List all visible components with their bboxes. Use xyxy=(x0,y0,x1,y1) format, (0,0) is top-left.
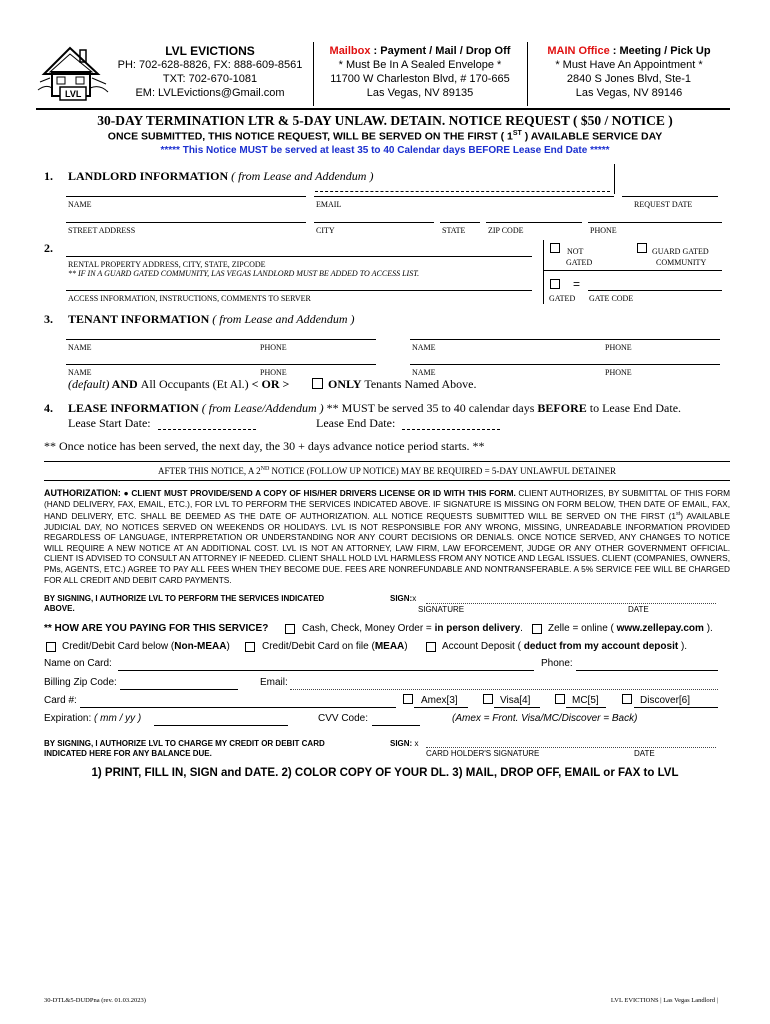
only-tenants-text xyxy=(328,377,477,392)
authorization-body-2: ) AVAILABLE JUDICIAL DAY, NO NOTICES SERVED ON WEEKENDS OR HOLIDAYS. LVL IS NOT RESPONSIBLE FOR ANY WRONG, MISSING, UNREADABLE INFORMATION PROVIDED REGARDLESS OF LANGUAGE, INTERPRETATION OR UNDERSTANDING NOR ANY COURT DECISIONS OR DENIALS. ONCE NOTICE SERVED, ANY CHANGES TO NOTICE WILL REQUIRE A NEW NOTICE AT AN ADDITIONAL COST. LVL IS NOT AN ATTORNEY, LAW FIRM, LAW EFORCEMENT, JUDGE OR ANY OTHER GOVERNMENT OFFICIAL. CLIENT IS ADVISED TO CONSULT AN ATTORNEY IF NEEDED. CLIENT SHALL HOLD LVL HARMLESS FROM ANY NOTICE AND LEGAL ISSUES. CLIENT (COMPANIES, OWNERS, PMs, AGENTS, ETC.) AGREE TO PAY ALL FEES WHEN THEY BECOME DUE. FEES ARE NONREFUNDABLE AND NONTRANSFERABLE. A 5% SERVICE FEE WILL BE CHARGED FOR ALL CREDIT AND DEBIT CARD PAYMENTS. xyxy=(44,510,730,585)
mailbox-info xyxy=(314,44,526,100)
footer-left: 30-DTL&5-DUDPna (rev. 01.03.2023) xyxy=(44,997,146,1004)
lease-end-label: Lease End Date: xyxy=(316,416,396,430)
mc-checkbox[interactable] xyxy=(555,694,565,704)
main-office-info xyxy=(528,44,730,100)
cc-below-bold: Non-MEAA xyxy=(174,641,227,652)
amex-rule xyxy=(414,707,468,708)
section3-heading xyxy=(44,312,355,327)
main-office-addr1: 2840 S Jones Blvd, Ste-1 xyxy=(566,73,692,85)
lease-end-field[interactable] xyxy=(402,429,500,430)
subtitle-sup: ST xyxy=(512,130,522,137)
authorization-bold: CLIENT MUST PROVIDE/SEND A COPY OF HIS/HER DRIVERS LICENSE OR ID WITH THIS FORM. xyxy=(128,488,516,498)
cc-file-post: ) xyxy=(404,641,408,652)
label-access-info: ACCESS INFORMATION, INSTRUCTIONS, COMMENTS TO SERVER xyxy=(68,294,311,303)
form-subtitle xyxy=(20,130,750,143)
amex-checkbox[interactable] xyxy=(403,694,413,704)
occupants-line xyxy=(68,377,289,392)
cc-file-pre: Credit/Debit Card on file ( xyxy=(262,641,375,652)
cc-file-bold: MEAA xyxy=(374,641,405,652)
main-office-title: MAIN Office xyxy=(547,45,610,57)
name-on-card-field[interactable] xyxy=(118,670,534,671)
card-number-label: Card #: xyxy=(44,695,77,706)
account-deposit-option xyxy=(442,641,687,652)
guard-gated-label-2: COMMUNITY xyxy=(656,258,707,267)
lease-start-label: Lease Start Date: xyxy=(68,416,151,430)
billing-zip-label: Billing Zip Code: xyxy=(44,677,117,688)
sign1-signature-field[interactable] xyxy=(426,603,716,604)
label-gate-code: GATE CODE xyxy=(589,294,634,303)
expiration-field[interactable] xyxy=(154,725,288,726)
landlord-phone-field[interactable] xyxy=(588,222,722,223)
sign2-date-label: DATE xyxy=(634,749,655,758)
form-title: 30-DAY TERMINATION LTR & 5-DAY UNLAW. DETAIN. NOTICE REQUEST ( $50 / NOTICE ) xyxy=(97,113,673,128)
zelle-post: ). xyxy=(703,623,713,634)
sign1-date-label: DATE xyxy=(628,605,649,614)
sign1-sign-label xyxy=(390,594,416,603)
must-post: to Lease End Date. xyxy=(586,401,682,415)
sign2-sign: SIGN: xyxy=(390,739,413,748)
label-tenant1-name: NAME xyxy=(68,343,92,352)
authorization-sup: st xyxy=(675,511,681,518)
sign1-x: x xyxy=(412,594,417,603)
cc-below-post: ) xyxy=(226,641,230,652)
only-rest-text: Tenants Named Above. xyxy=(361,377,477,391)
or-text: < OR > xyxy=(248,377,290,391)
cvv-label: CVV Code: xyxy=(318,713,369,724)
payment-question: ** HOW ARE YOU PAYING FOR THIS SERVICE? xyxy=(44,623,269,634)
cc-file-option xyxy=(262,641,408,652)
cc-below-option xyxy=(62,641,230,652)
zelle-checkbox[interactable] xyxy=(532,624,542,634)
discover-rule xyxy=(634,707,718,708)
label-rental-address: RENTAL PROPERTY ADDRESS, CITY, STATE, ZIPCODE xyxy=(68,260,266,269)
authorization-title: AUTHORIZATION: xyxy=(44,488,121,498)
gate-code-field[interactable] xyxy=(588,290,722,291)
logo-text: LVL xyxy=(65,89,82,99)
sign1-text xyxy=(44,594,324,614)
section4-number: 4. xyxy=(44,401,53,415)
landlord-city-field[interactable] xyxy=(314,222,434,223)
section2-divider xyxy=(543,240,544,304)
account-deposit-checkbox[interactable] xyxy=(426,642,436,652)
mailbox-addr1: 11700 W Charleston Blvd, # 170-665 xyxy=(330,73,510,85)
after-notice-sup: ND xyxy=(260,466,270,472)
cc-below-pre: Credit/Debit Card below ( xyxy=(62,641,175,652)
subtitle-pre: ONCE SUBMITTED, THIS NOTICE REQUEST, WILL BE SERVED ON THE FIRST ( 1 xyxy=(107,130,513,143)
visa-checkbox[interactable] xyxy=(483,694,493,704)
cvv-note: (Amex = Front. Visa/MC/Discover = Back) xyxy=(452,713,638,724)
subtitle-post: ) AVAILABLE SERVICE DAY xyxy=(521,130,663,143)
sign1-signature-label: SIGNATURE xyxy=(418,605,465,614)
expiration-label xyxy=(44,713,141,724)
after-notice-pre: AFTER THIS NOTICE, A 2 xyxy=(158,466,261,476)
label-street: STREET ADDRESS xyxy=(68,226,136,235)
request-date-field[interactable] xyxy=(622,196,718,197)
section1-title-note: ( from Lease and Addendum ) xyxy=(228,169,374,183)
authorization-body-1: CLIENT AUTHORIZES, BY SUBMITTAL OF THIS FORM (HAND DELIVERY, FAX, EMAIL, ETC.), FOR LVL TO PERFORM THE SERVICES INDICATED ABOVE. IF SIGNATURE IS MISSING ON FORM BELOW, THEN DATE OF EMAIL, FAX, HAND DELIVERY, ETC. SHALL BE DEEMED AS THE DATE OF AUTHORIZATION. ALL NOTICE REQUESTS SUBMITTED WILL BE SERVED ON THE FIRST (1 xyxy=(44,488,731,521)
authorization-block xyxy=(44,488,730,585)
company-email: EM: LVLEvictions@Gmail.com xyxy=(135,87,285,99)
after-notice-bottom-rule xyxy=(44,480,730,481)
name-on-card-label: Name on Card: xyxy=(44,658,112,669)
sign2-signature-label: CARD HOLDER'S SIGNATURE xyxy=(426,749,540,758)
label-city: CITY xyxy=(316,226,335,235)
mailbox-title-rest: : Payment / Mail / Drop Off xyxy=(370,45,511,57)
cash-option xyxy=(302,623,523,634)
label-state: STATE xyxy=(442,226,466,235)
expiration-pre: Expiration: xyxy=(44,713,95,724)
must-bold: BEFORE xyxy=(537,401,587,415)
label-phone: PHONE xyxy=(590,226,617,235)
acct-bold: deduct from my account deposit xyxy=(523,641,679,652)
not-gated-checkbox[interactable] xyxy=(550,243,560,253)
footer-right: LVL EVICTIONS | Las Vegas Landlord | xyxy=(610,997,718,1004)
not-gated-label-1: NOT xyxy=(567,247,584,256)
main-office-note: * Must Have An Appointment * xyxy=(555,59,703,71)
section2-right-rule xyxy=(544,270,722,271)
label-zip: ZIP CODE xyxy=(488,226,524,235)
visa-rule xyxy=(494,707,540,708)
sign2-x: x xyxy=(414,739,419,748)
landlord-name-field[interactable] xyxy=(66,196,306,197)
instructions: 1) PRINT, FILL IN, SIGN and DATE. 2) COLOR COPY OF YOUR DL. 3) MAIL, DROP OFF, EMAIL or FAX to LVL xyxy=(91,767,679,779)
cash-post: . xyxy=(520,623,523,634)
label-request-date: REQUEST DATE xyxy=(634,200,693,209)
company-text: TXT: 702-670-1081 xyxy=(162,73,258,85)
label-tenant2-name: NAME xyxy=(412,343,436,352)
default-text: (default) xyxy=(68,377,110,391)
acct-post: ). xyxy=(678,641,688,652)
label-email: EMAIL xyxy=(316,200,342,209)
card-email-field[interactable] xyxy=(290,689,718,690)
card-email-label: Email: xyxy=(260,677,288,688)
cc-below-checkbox[interactable] xyxy=(46,642,56,652)
main-office-addr2: Las Vegas, NV 89146 xyxy=(575,87,683,99)
sign1-text-1: BY SIGNING, I AUTHORIZE LVL TO PERFORM THE SERVICES INDICATED xyxy=(44,594,325,603)
warning-text: ***** This Notice MUST be served at least 35 to 40 Calendar days BEFORE Lease End Date ***** xyxy=(160,145,610,156)
tenant4-name-field[interactable] xyxy=(410,364,720,365)
cash-bold: in person delivery xyxy=(434,623,521,634)
only-tenants-checkbox[interactable] xyxy=(312,378,323,389)
after-notice-top-rule xyxy=(44,461,730,462)
only-text: ONLY xyxy=(328,377,362,391)
label-tenant4-name: NAME xyxy=(412,368,436,377)
landlord-zip-field[interactable] xyxy=(486,222,582,223)
mailbox-addr2: Las Vegas, NV 89135 xyxy=(366,87,474,99)
tenant2-name-field[interactable] xyxy=(410,339,720,340)
section4-title-note: ( from Lease/Addendum ) xyxy=(198,401,324,415)
section1-divider xyxy=(614,164,615,194)
tenant1-name-field[interactable] xyxy=(66,339,376,340)
logo xyxy=(36,40,112,106)
company-info xyxy=(110,44,310,100)
guard-gated-checkbox[interactable] xyxy=(637,243,647,253)
section4-heading xyxy=(44,401,681,416)
zelle-pre: Zelle = online ( xyxy=(548,623,617,634)
sign1-text-2: ABOVE. xyxy=(44,604,75,613)
zelle-option xyxy=(548,623,713,634)
section3-title: TENANT INFORMATION xyxy=(68,312,210,326)
sign1-sign: SIGN: xyxy=(390,594,413,603)
label-tenant3-name: NAME xyxy=(68,368,92,377)
after-notice-text xyxy=(44,466,730,476)
main-office-title-rest: : Meeting / Pick Up xyxy=(609,45,711,57)
card-number-field[interactable] xyxy=(80,707,396,708)
all-occupants-text: All Occupants (Et Al.) xyxy=(140,377,249,391)
authorization-bullet: ● xyxy=(123,488,129,498)
label-tenant2-phone: PHONE xyxy=(605,343,632,352)
sign2-text xyxy=(44,739,325,759)
label-gated: GATED xyxy=(549,294,576,303)
label-tenant4-phone: PHONE xyxy=(605,368,632,377)
zelle-bold: www.zellepay.com xyxy=(616,623,704,634)
landlord-state-field[interactable] xyxy=(440,222,480,223)
label-tenant3-phone: PHONE xyxy=(260,368,287,377)
section1-heading xyxy=(44,169,373,184)
guard-gated-note: ** IF IN A GUARD GATED COMMUNITY, LAS VEGAS LANDLORD MUST BE ADDED TO ACCESS LIST. xyxy=(68,269,420,278)
gated-checkbox[interactable] xyxy=(550,279,560,289)
sign2-text-2: INDICATED HERE FOR ANY BALANCE DUE. xyxy=(44,749,212,758)
amex-label: Amex[3] xyxy=(421,695,458,706)
lease-note: ** Once notice has been served, the next day, the 30 + days advance notice period starts. ** xyxy=(44,439,485,453)
mc-rule xyxy=(566,707,606,708)
card-phone-label: Phone: xyxy=(541,658,573,669)
tenant3-name-field[interactable] xyxy=(66,364,376,365)
discover-label: Discover[6] xyxy=(640,695,691,706)
after-notice-post: NOTICE (FOLLOW UP NOTICE) MAY BE REQUIRED = 5-DAY UNLAWFUL DETAINER xyxy=(269,466,616,476)
discover-checkbox[interactable] xyxy=(622,694,632,704)
mailbox-note: * Must Be In A Sealed Envelope * xyxy=(338,59,502,71)
acct-pre: Account Deposit ( xyxy=(442,641,524,652)
header-rule xyxy=(36,108,730,110)
section1-title: LANDLORD INFORMATION xyxy=(68,169,229,183)
cash-pre: Cash, Check, Money Order = xyxy=(302,623,435,634)
lease-start-field[interactable] xyxy=(158,429,256,430)
label-tenant1-phone: PHONE xyxy=(260,343,287,352)
card-phone-field[interactable] xyxy=(576,670,718,671)
section3-title-note: ( from Lease and Addendum ) xyxy=(209,312,355,326)
company-name: LVL EVICTIONS xyxy=(165,44,255,58)
section3-number: 3. xyxy=(44,312,53,326)
sign2-signature-field[interactable] xyxy=(426,747,716,748)
section1-dash-rule xyxy=(315,191,610,192)
company-phone: PH: 702-628-8826, FX: 888-609-8561 xyxy=(117,59,303,71)
billing-zip-field[interactable] xyxy=(120,689,238,690)
landlord-email-field[interactable] xyxy=(314,196,614,197)
rental-address-field[interactable] xyxy=(66,256,532,257)
and-text: AND xyxy=(109,377,141,391)
access-info-field[interactable] xyxy=(66,290,532,291)
section1-number: 1. xyxy=(44,169,53,183)
mailbox-title: Mailbox xyxy=(329,45,371,57)
landlord-street-field[interactable] xyxy=(66,222,306,223)
sign2-sign-label xyxy=(390,739,418,748)
visa-label: Visa[4] xyxy=(500,695,531,706)
guard-gated-label-1: GUARD GATED xyxy=(652,247,709,256)
sign2-text-1: BY SIGNING, I AUTHORIZE LVL TO CHARGE MY CREDIT OR DEBIT CARD xyxy=(44,739,325,748)
equals-sign: = xyxy=(573,277,581,291)
must-pre: ** MUST be served 35 to 40 calendar days xyxy=(323,401,538,415)
cc-file-checkbox[interactable] xyxy=(245,642,255,652)
cash-checkbox[interactable] xyxy=(285,624,295,634)
section2-number: 2. xyxy=(44,241,53,255)
mc-label: MC[5] xyxy=(572,695,599,706)
not-gated-label-2: GATED xyxy=(566,258,593,267)
cvv-field[interactable] xyxy=(372,725,420,726)
section4-title: LEASE INFORMATION xyxy=(68,401,199,415)
expiration-italic: ( mm / yy ) xyxy=(94,713,142,724)
label-name: NAME xyxy=(68,200,92,209)
